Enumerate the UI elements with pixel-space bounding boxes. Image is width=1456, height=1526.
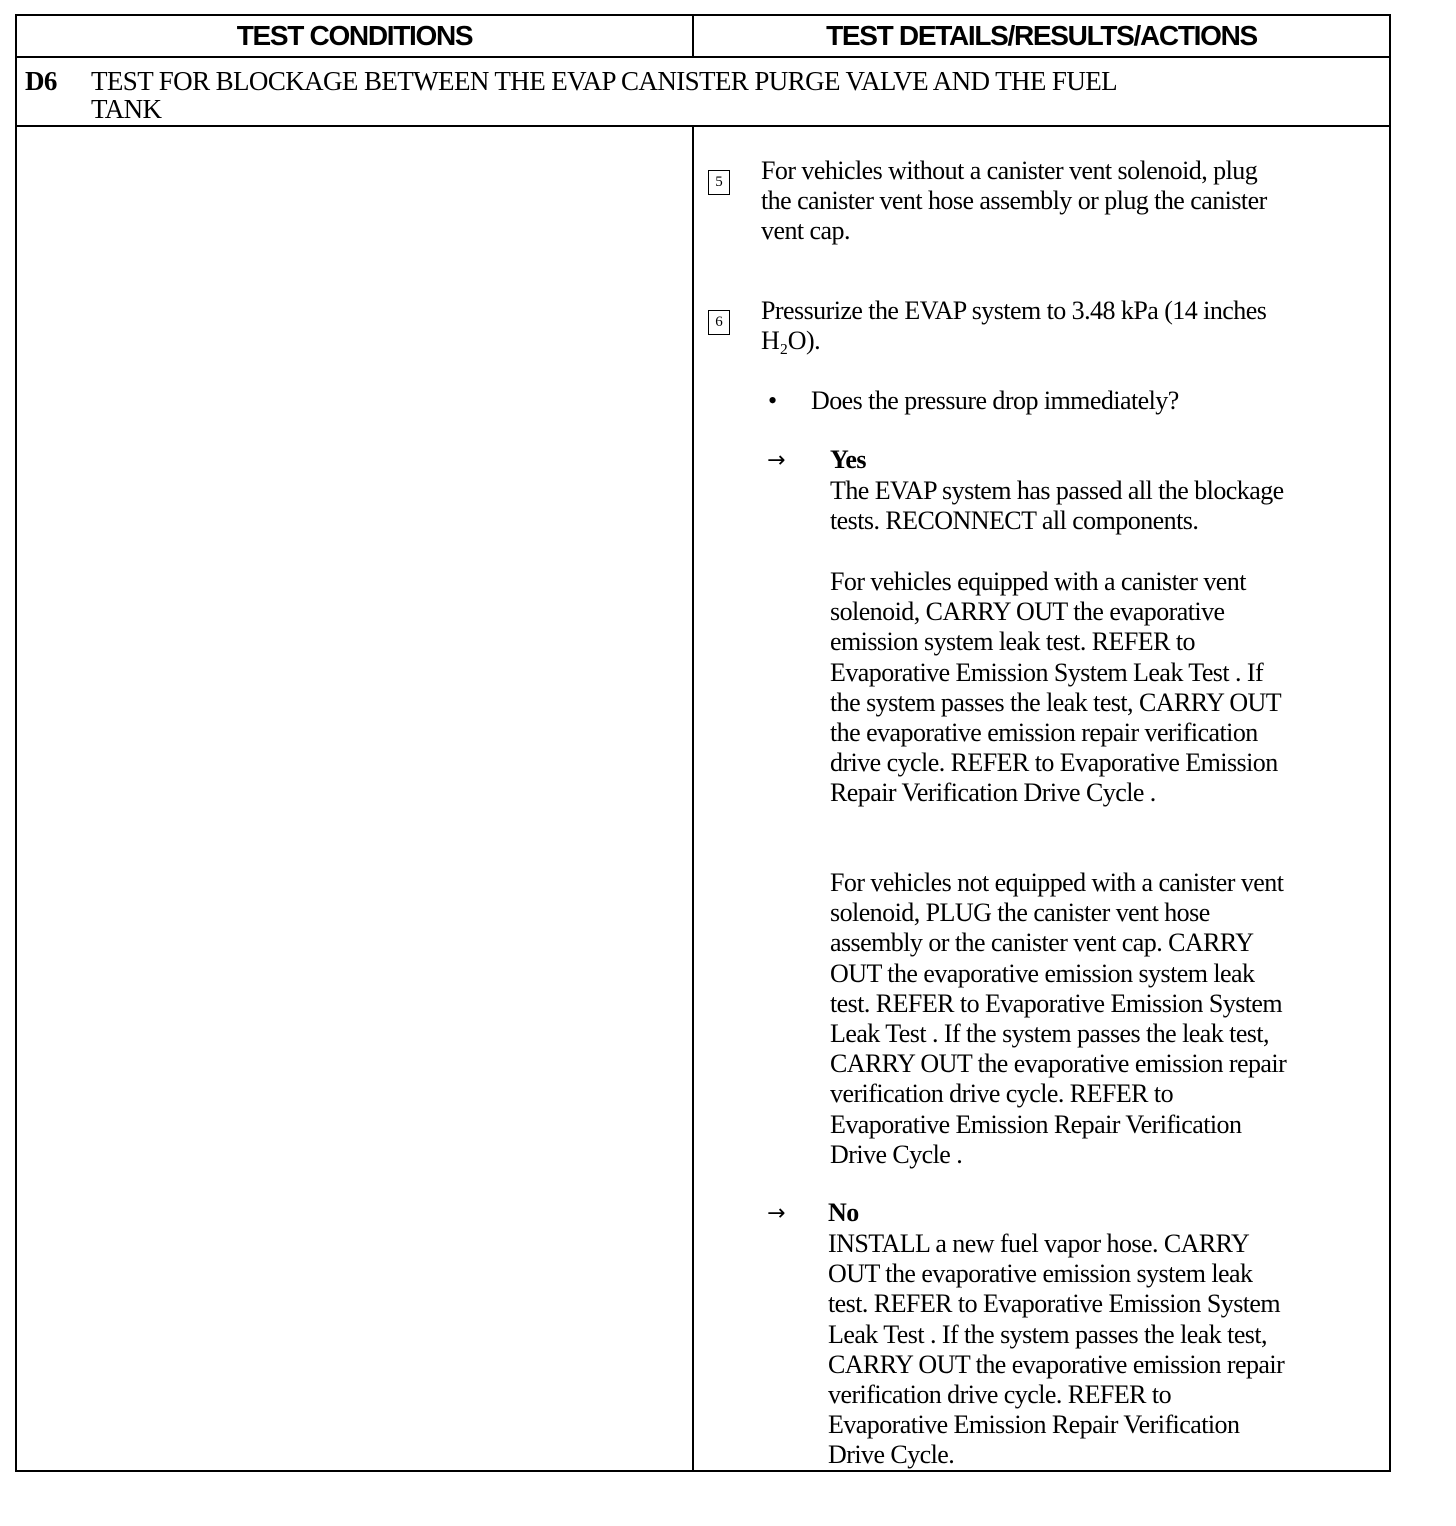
yes-label: Yes (830, 445, 866, 474)
section-title-row (17, 58, 1389, 125)
no-label: No (828, 1198, 859, 1227)
section-code: D6 (25, 66, 57, 96)
step-6-box: 6 (708, 310, 730, 335)
yes-paragraph-1: The EVAP system has passed all the blockage tests. RECONNECT all components. (830, 476, 1284, 536)
header-test-details: TEST DETAILS/RESULTS/ACTIONS (826, 20, 1257, 51)
diagnostic-table (15, 14, 1391, 1472)
section-title: TEST FOR BLOCKAGE BETWEEN THE EVAP CANISTER PURGE VALVE AND THE FUEL TANK (91, 66, 1118, 124)
step-5-text: For vehicles without a canister vent solenoid, plug the canister vent hose assembly or plug the canister vent cap. (761, 156, 1267, 246)
bullet-icon: • (768, 386, 778, 415)
no-arrow-icon: → (767, 1201, 786, 1226)
step-5-box: 5 (708, 170, 730, 195)
yes-arrow-icon: → (767, 448, 786, 473)
yes-paragraph-2: For vehicles equipped with a canister vent solenoid, CARRY OUT the evaporative emission system leak test. REFER to Evaporative Emission System Leak Test . If the system passes the leak test, CARRY OUT the evaporative emission repair verification drive cycle. REFER to Evaporative Emission Repair Verification Drive Cycle . (830, 567, 1282, 808)
header-column-divider (692, 16, 694, 56)
test-details-cell (694, 127, 1389, 1470)
question-text: Does the pressure drop immediately? (811, 386, 1179, 415)
test-conditions-cell (17, 127, 692, 1470)
no-paragraph-1: INSTALL a new fuel vapor hose. CARRY OUT the evaporative emission system leak test. REFER to Evaporative Emission System Leak Test . If the system passes the leak test, CARRY OUT the evaporative emission repair verification drive cycle. REFER to Evaporative Emission Repair Verification Drive Cycle. (828, 1229, 1285, 1470)
yes-paragraph-3: For vehicles not equipped with a canister vent solenoid, PLUG the canister vent hose assembly or the canister vent cap. CARRY OUT the evaporative emission system leak test. REFER to Evaporative Emission System Leak Test . If the system passes the leak test, CARRY OUT the evaporative emission repair verification drive cycle. REFER to Evaporative Emission Repair Verification Drive Cycle . (830, 868, 1287, 1169)
header-test-conditions: TEST CONDITIONS (236, 20, 473, 51)
step-6-text: Pressurize the EVAP system to 3.48 kPa (14 inches H₂O). (761, 296, 1267, 356)
